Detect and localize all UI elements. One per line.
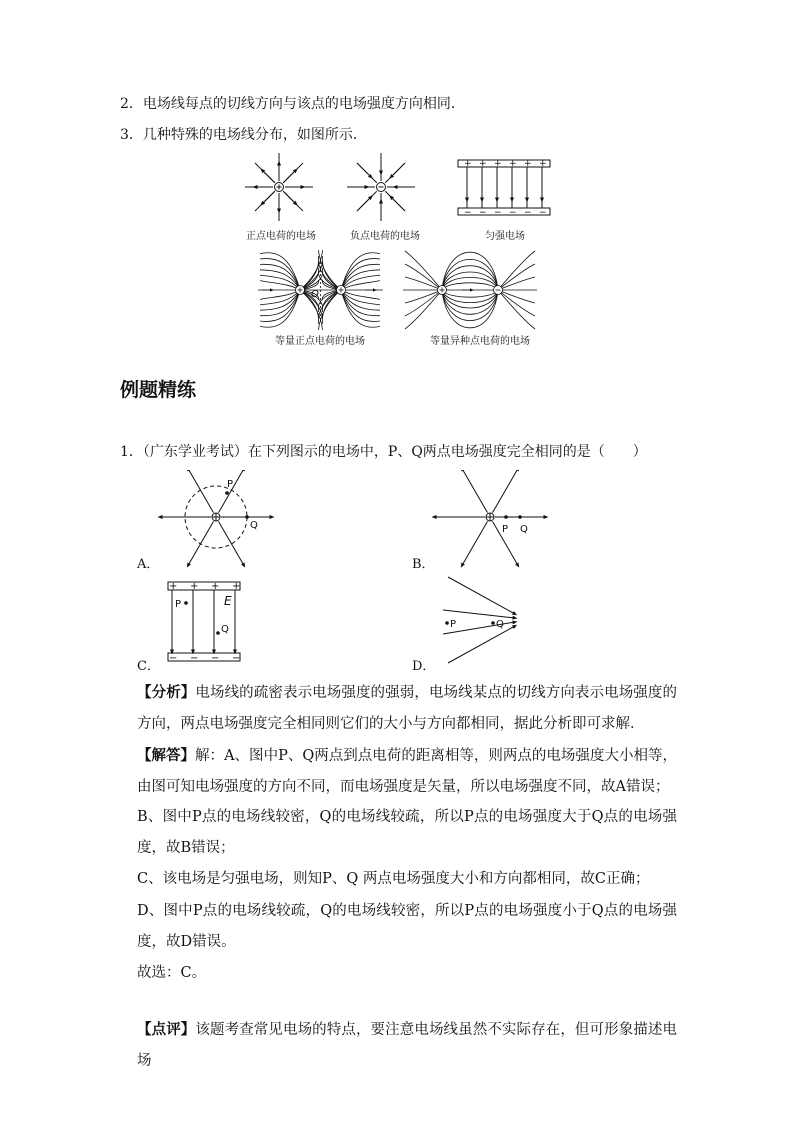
- minus-sign: −: [464, 208, 472, 218]
- option-b-diagram: [434, 470, 546, 565]
- option-a-q-point: [245, 515, 249, 519]
- field-line: [260, 290, 300, 316]
- caption-opposite: 等量异种点电荷的电场: [430, 336, 530, 347]
- field-line: [462, 521, 488, 565]
- field-line: [405, 290, 442, 316]
- minus-sign: −: [524, 208, 532, 218]
- comment-paragraph: [137, 1014, 677, 1077]
- opposite-charge-field: [403, 251, 537, 329]
- solution-intro: [137, 740, 677, 803]
- plus-sign: +: [169, 581, 178, 592]
- option-d-p-point: [445, 621, 449, 625]
- field-line: [498, 290, 535, 329]
- caption-uniform: 匀强电场: [485, 231, 525, 242]
- plus-sign: +: [539, 159, 547, 169]
- equal-positive-field: [258, 250, 383, 330]
- caption-negative: 负点电荷的电场: [350, 231, 420, 242]
- option-a-diagram: [160, 470, 272, 565]
- field-line: [498, 251, 535, 290]
- option-a-p-label: P: [227, 479, 234, 490]
- field-line: [448, 577, 515, 614]
- comment-text: 该题考查常见电场的特点，要注意电场线虽然不实际存在，但可形象描述电场: [137, 1022, 677, 1069]
- field-line: [443, 610, 515, 618]
- analysis-tag: 【分析】: [137, 684, 196, 701]
- option-c-q-point: [216, 631, 220, 635]
- field-line: [260, 275, 300, 290]
- field-line: [260, 264, 300, 290]
- field-line: [442, 290, 498, 328]
- plus-sign: +: [211, 581, 220, 592]
- option-b-label[interactable]: B．: [412, 557, 435, 572]
- option-b-q-label: Q: [520, 524, 528, 535]
- option-a-q-label: Q: [250, 520, 258, 531]
- field-line: [260, 259, 300, 290]
- minus-sign: −: [211, 653, 220, 664]
- minus-sign: −: [169, 653, 178, 664]
- option-b-q-point: [518, 515, 522, 519]
- solution-c: C、该电场是匀强电场，则知P、Q 两点电场强度大小和方向都相同，故C正确；: [137, 871, 650, 887]
- option-d-q-label: Q: [496, 619, 504, 630]
- option-d-label[interactable]: D．: [412, 659, 436, 674]
- option-c-q-label: Q: [221, 624, 229, 635]
- solution-d: D、图中P点的电场线较疏，Q的电场线较密，所以P点的电场强度小于Q点的电场强度，故D错误。: [137, 903, 677, 950]
- field-line: [442, 290, 498, 303]
- comment-tag: 【点评】: [137, 1021, 196, 1038]
- option-c-p-point: [184, 601, 188, 605]
- field-line: [462, 470, 488, 513]
- plus-sign: +: [494, 159, 502, 169]
- intro-item-2: 2．电场线每点的切线方向与该点的电场强度方向相同．: [120, 96, 465, 112]
- minus-sign: −: [494, 208, 502, 218]
- field-line: [442, 277, 498, 290]
- analysis-paragraph: [137, 677, 677, 740]
- solution-b: B、图中P点的电场线较密，Q的电场线较疏，所以P点的电场强度大于Q点的电场强度，故B错误；: [137, 809, 677, 856]
- field-line: [260, 290, 300, 321]
- field-line: [498, 264, 535, 290]
- plus-sign: +: [190, 581, 199, 592]
- field-line: [219, 521, 245, 565]
- field-line: [442, 252, 498, 290]
- field-line: [442, 283, 498, 290]
- field-line: [405, 251, 442, 290]
- midpoint-o-label: O: [311, 289, 319, 300]
- plus-sign: +: [232, 581, 241, 592]
- plus-sign: +: [464, 159, 472, 169]
- option-d-q-point: [491, 621, 495, 625]
- option-d-p-label: P: [450, 619, 457, 630]
- option-c-p-label: P: [175, 599, 182, 610]
- solution-tag: 【解答】: [137, 747, 196, 764]
- field-line: [405, 290, 442, 329]
- minus-sign: −: [232, 653, 241, 664]
- option-b-p-point: [504, 515, 508, 519]
- field-line: [442, 290, 498, 297]
- field-line: [219, 470, 245, 513]
- plus-sign: +: [524, 159, 532, 169]
- minus-sign: −: [539, 208, 547, 218]
- solution-answer: 故选：C。: [137, 965, 207, 981]
- option-c-label[interactable]: C．: [137, 659, 160, 674]
- field-line: [498, 290, 535, 316]
- minus-sign: −: [190, 653, 199, 664]
- analysis-text: 电场线的疏密表示电场强度的强弱，电场线某点的切线方向表示电场强度的方向，两点电场强度完全相同则它们的大小与方向都相同，据此分析即可求解．: [137, 685, 677, 732]
- plus-sign: +: [509, 159, 517, 169]
- options-figure: [0, 470, 794, 680]
- field-line: [260, 290, 300, 305]
- minus-sign: −: [479, 208, 487, 218]
- caption-equal-positive: 等量正点电荷的电场: [275, 336, 365, 347]
- section-title: 例题精练: [120, 379, 197, 401]
- plus-sign: +: [479, 159, 487, 169]
- uniform-field: [458, 159, 550, 218]
- minus-sign: −: [509, 208, 517, 218]
- field-line: [405, 264, 442, 290]
- field-line: [188, 521, 214, 565]
- field-line: [188, 470, 214, 513]
- option-b-p-label: P: [502, 524, 509, 535]
- option-a-label[interactable]: A．: [137, 557, 160, 572]
- field-line: [493, 470, 519, 513]
- question-stem: 1．（广东学业考试）在下列图示的电场中，P、Q两点电场强度完全相同的是（ ）: [120, 444, 647, 460]
- field-lines-figure: [0, 0, 794, 350]
- caption-positive: 正点电荷的电场: [246, 231, 316, 242]
- option-c-e-label: E: [224, 594, 232, 608]
- positive-charge-field: [245, 153, 313, 221]
- intro-item-3: 3．几种特殊的电场线分布，如图所示．: [120, 127, 367, 143]
- solution-intro-text: 解：A、图中P、Q两点到点电荷的距离相等，则两点的电场强度大小相等，由图可知电场强度的方向不同，而电场强度是矢量，所以电场强度不同，故A错误；: [137, 748, 677, 795]
- option-a-p-point: [225, 491, 229, 495]
- negative-charge-field: [347, 153, 415, 221]
